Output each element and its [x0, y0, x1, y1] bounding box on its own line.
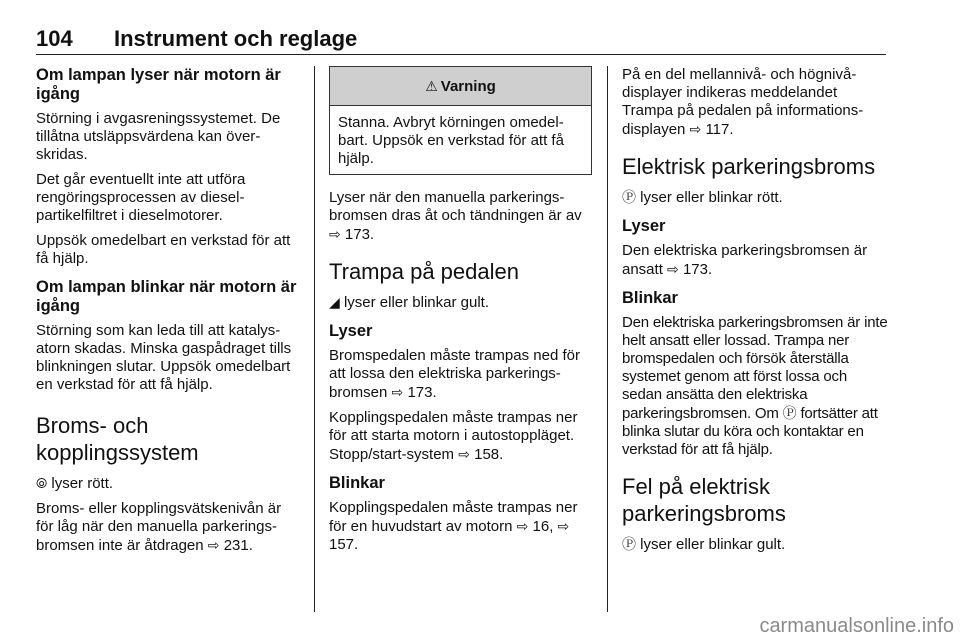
page-reference-arrow-icon: ⇨	[207, 537, 220, 553]
parking-brake-icon: Ⓟ	[782, 405, 797, 421]
column-divider	[607, 66, 608, 612]
paragraph	[329, 409, 592, 464]
section-heading: Om lampan lyser när motorn är igång	[36, 66, 281, 103]
page-reference: 158.	[474, 446, 504, 463]
column-2	[329, 66, 592, 561]
page-reference: 231.	[223, 537, 253, 554]
watermark: carmanualsonline.info	[759, 615, 954, 637]
paragraph-text: Lyser när den manuella parkeringsbromsen dras åt och tändningen är av	[329, 189, 582, 224]
warning-header	[330, 67, 591, 106]
page-reference-arrow-icon: ⇨	[391, 384, 404, 400]
paragraph-text: Den elektriska parkeringsbromsen är inte helt ansatt eller lossad. Trampa ner bromspedalen och försök återställa systemet genom att först lossa och sedan ansätta den elektriska parkeringsbromsen. Om	[622, 314, 888, 422]
section-heading: Om lampan blinkar när motorn är igång	[36, 278, 297, 315]
paragraph	[36, 500, 300, 555]
paragraph	[36, 474, 300, 493]
paragraph	[329, 293, 592, 312]
page-reference: 173.	[407, 384, 437, 401]
icon-caption: lyser rött.	[47, 475, 114, 492]
parking-brake-fault-icon: Ⓟ	[622, 536, 636, 552]
paragraph	[329, 347, 592, 402]
column-divider	[314, 66, 315, 612]
icon-caption: lyser eller blinkar gult.	[339, 294, 490, 311]
page-reference: 117.	[705, 121, 734, 138]
section-heading: Blinkar	[622, 289, 678, 307]
brake-warning-icon: ⦾	[36, 475, 48, 491]
chapter-heading: Fel på elektrisk parkeringsbroms	[622, 474, 786, 526]
page-header	[36, 26, 886, 55]
page-reference-arrow-icon: ⇨	[458, 446, 470, 462]
pedal-icon: ◢	[329, 294, 340, 310]
icon-caption: lyser eller blinkar rött.	[636, 189, 783, 206]
paragraph	[622, 66, 888, 139]
page-reference-arrow-icon: ⇨	[329, 226, 341, 242]
paragraph	[329, 499, 592, 554]
chapter-heading: Broms- och kopplingssystem	[36, 413, 199, 465]
paragraph	[329, 189, 592, 244]
paragraph	[622, 188, 888, 207]
icon-caption: lyser eller blinkar gult.	[636, 536, 786, 553]
chapter-heading: Trampa på pedalen	[329, 259, 519, 284]
paragraph: Det går eventuellt inte att utföra rengöringsprocessen av dieselpartikelfiltret i dieselmotorer.	[36, 171, 246, 224]
paragraph	[622, 535, 888, 554]
paragraph: Uppsök omedelbart en verkstad för att få hjälp.	[36, 232, 291, 267]
paragraph: Störning som kan leda till att katalysatorn skadas. Minska gaspådraget tills blinkningen slutar. Uppsök omedelbart en verkstad för att få hjälp.	[36, 322, 292, 393]
warning-body	[330, 106, 591, 174]
paragraph-text: Kopplingspedalen måste trampas ner för en huvudstart av motorn	[329, 499, 578, 535]
page-reference-arrow-icon: ⇨	[516, 518, 529, 534]
parking-brake-icon: Ⓟ	[622, 189, 636, 205]
page-reference: 16,	[532, 518, 554, 535]
warning-box	[329, 66, 592, 175]
paragraph-text: Broms- eller kopplingsvätskenivån är för låg när den manuella parkeringsbromsen inte är åtdragen	[36, 500, 282, 554]
paragraph	[622, 242, 888, 279]
paragraph-text: Kopplingspedalen måste trampas ner för att starta motorn i autostoppläget. Stopp/start-system	[329, 409, 578, 463]
paragraph-text: På en del mellannivå- och högnivådisplayer indikeras meddelandet Trampa på pedalen på informationsdisplayen	[622, 66, 864, 138]
paragraph-text: Den elektriska parkeringsbromsen är ansatt	[622, 242, 868, 278]
paragraph: Störning i avgasreningssystemet. De tillåtna utsläppsvärdena kan överskridas.	[36, 110, 281, 163]
page-number: 104	[36, 26, 73, 51]
section-heading: Lyser	[622, 217, 666, 235]
page-reference-arrow-icon: ⇨	[667, 261, 679, 277]
page-reference-arrow-icon: ⇨	[557, 518, 570, 534]
section-heading: Blinkar	[329, 474, 385, 492]
section-heading: Lyser	[329, 322, 373, 340]
paragraph-text: Bromspedalen måste trampas ned för att lossa den elektriska parkeringsbromsen	[329, 347, 580, 401]
column-1	[36, 66, 300, 562]
warning-title: Varning	[440, 78, 496, 95]
page-reference-arrow-icon: ⇨	[689, 121, 702, 137]
page-reference: 157.	[329, 536, 359, 553]
page-title: Instrument och reglage	[114, 26, 358, 51]
warning-text: Stanna. Avbryt körningen omedelbart. Uppsök en verkstad för att få hjälp.	[338, 114, 564, 167]
column-3	[622, 66, 888, 561]
page-reference: 173.	[344, 226, 375, 243]
warning-triangle-icon: ⚠	[425, 78, 438, 94]
page-reference: 173.	[682, 261, 713, 278]
chapter-heading: Elektrisk parkeringsbroms	[622, 154, 876, 179]
paragraph	[622, 314, 888, 459]
paragraph-text: fortsätter att blinka slutar du köra och kontaktar en verkstad för att få hjälp.	[622, 405, 878, 458]
